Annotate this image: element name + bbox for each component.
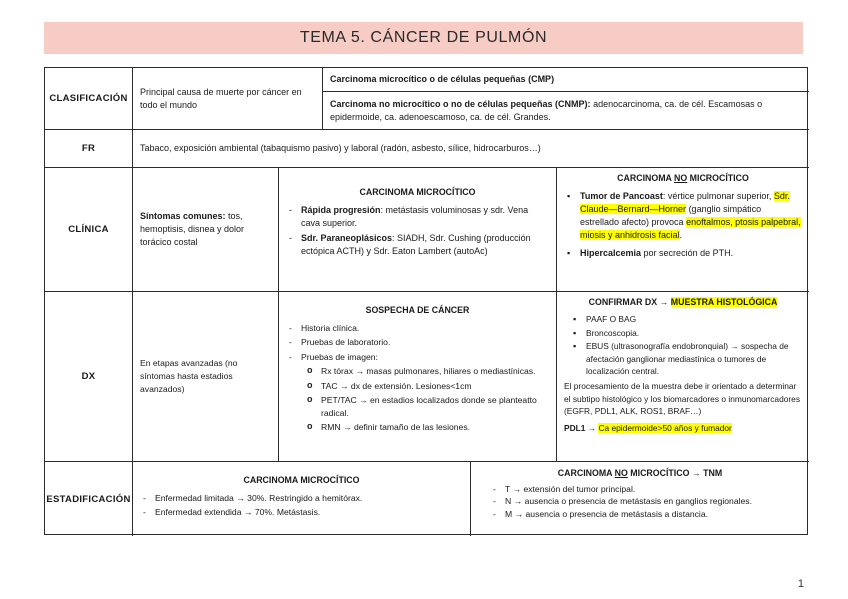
estad-micro-list bbox=[140, 492, 463, 519]
pruebas-imagen-label: Pruebas de imagen: bbox=[301, 351, 378, 362]
list-item: - M → ausencia o presencia de metástasis a distancia. bbox=[490, 508, 802, 521]
list-item: ▪ EBUS (ultrasonografía endobronquial) → sospecha de afectación ganglionar mediastínica o tumores de localización central. bbox=[570, 340, 802, 377]
clinica-nomicrocitico-cell bbox=[557, 168, 809, 292]
list-item: - Enfermedad extendida → 70%. Metástasis. bbox=[140, 506, 463, 519]
tnm-head-a: CARCINOMA bbox=[557, 468, 615, 478]
dx-desc-text: En etapas avanzadas (no síntomas hasta estadios avanzados) bbox=[140, 358, 238, 394]
pdl1-line bbox=[564, 422, 802, 434]
cnmp-detail: adenocarcinoma, ca. de cél. Escamosas o epidermoide, ca. adenoescamoso, ca. de cél. Grandes. bbox=[330, 98, 763, 122]
pancoast-highlight-1: Sdr. Claude—Bernard—Horner bbox=[580, 191, 790, 214]
pancoast-t1: : vértice pulmonar superior, bbox=[662, 191, 774, 201]
dx-confirmar-heading bbox=[564, 296, 802, 308]
nomicro-head-a: CARCINOMA bbox=[617, 173, 675, 183]
list-item bbox=[564, 190, 802, 242]
clinica-nomicro-heading bbox=[564, 172, 802, 185]
page-number: 1 bbox=[797, 578, 804, 590]
summary-table bbox=[44, 67, 808, 535]
pancoast-t2: (ganglio simpático estrellado afecto) provoca bbox=[580, 204, 762, 227]
dx-confirmar-list bbox=[570, 313, 802, 377]
tnm-head-b: MICROCÍTICO → TNM bbox=[627, 468, 723, 478]
dx-sospecha-cell bbox=[279, 292, 557, 462]
list-item bbox=[286, 351, 549, 434]
list-item: - Enfermedad limitada → 30%. Restringido a hemitórax. bbox=[140, 492, 463, 505]
list-item: - N → ausencia o presencia de metástasis en ganglios regionales. bbox=[490, 495, 802, 508]
clinica-comunes-cell bbox=[133, 168, 279, 292]
pdl1-highlight: Ca epidermoide>50 años y fumador bbox=[598, 422, 732, 433]
list-item: - T → extensión del tumor principal. bbox=[490, 483, 802, 496]
list-item: ▪ PAAF O BAG bbox=[570, 313, 802, 325]
list-item bbox=[286, 232, 549, 258]
fr-text: Tabaco, exposición ambiental (tabaquismo pasivo) y laboral (radón, asbesto, sílice, hidrocarburos…) bbox=[140, 143, 541, 153]
clinica-micro-list bbox=[286, 204, 549, 258]
row-label-estadificacion: ESTADIFICACIÓN bbox=[45, 462, 133, 536]
row-label-fr: FR bbox=[45, 130, 133, 168]
row-label-clasificacion: CLASIFICACIÓN bbox=[45, 68, 133, 130]
list-item: - Historia clínica. bbox=[286, 322, 549, 335]
cmp-text: Carcinoma microcítico o de células pequeñas (CMP) bbox=[330, 74, 555, 84]
estad-tnm-heading bbox=[478, 467, 802, 480]
pancoast-bold: Tumor de Pancoast bbox=[580, 191, 663, 201]
list-item: o PET/TAC → en estadios localizados donde se planteatto radical. bbox=[305, 394, 549, 419]
confirmar-highlight: MUESTRA HISTOLÓGICA bbox=[670, 297, 778, 307]
sintomas-comunes-bold: Síntomas comunes: bbox=[140, 211, 226, 221]
sintomas-comunes bbox=[140, 210, 271, 249]
dx-desc-cell bbox=[133, 292, 279, 462]
list-item bbox=[286, 204, 549, 230]
list-item: o Rx tórax → masas pulmonares, hiliares o mediastínicas. bbox=[305, 365, 549, 378]
clasificacion-desc-text: Principal causa de muerte por cáncer en todo el mundo bbox=[140, 86, 302, 110]
imagen-sublist bbox=[305, 365, 549, 434]
hiper-text: por secreción de PTH. bbox=[641, 248, 734, 258]
procesamiento-text: El procesamiento de la muestra debe ir orientado a determinar el subtipo histológico y los biomarcadores o inmunomarcadores (EGFR, PDL1, ALK, ROS1, BRAF…) bbox=[564, 381, 801, 417]
cnmp-bold: Carcinoma no microcítico o no de células pequeñas (CNMP): bbox=[330, 98, 591, 109]
list-item: - Pruebas de laboratorio. bbox=[286, 336, 549, 349]
pancoast-t3: . bbox=[679, 230, 683, 240]
micro-1-bold: Rápida progresión bbox=[301, 205, 381, 215]
nomicro-head-u: NO bbox=[674, 173, 688, 183]
list-item: o RMN → definir tamaño de las lesiones. bbox=[305, 421, 549, 434]
nomicro-head-b: MICROCÍTICO bbox=[687, 173, 749, 183]
tnm-head-u: NO bbox=[614, 468, 628, 478]
row-label-dx: DX bbox=[45, 292, 133, 462]
hiper-bold: Hipercalcemia bbox=[580, 248, 642, 258]
confirmar-head-text: CONFIRMAR DX → bbox=[588, 297, 671, 307]
clinica-micro-heading: CARCINOMA MICROCÍTICO bbox=[359, 187, 476, 197]
micro-2-bold: Sdr. Paraneoplásicos bbox=[301, 233, 393, 243]
micro-2-text: : SIADH, Sdr. Cushing (producción ectópica ACTH) y Sdr. Eaton Lambert (autoAc) bbox=[301, 233, 531, 256]
list-item: o TAC → dx de extensión. Lesiones<1cm bbox=[305, 380, 549, 393]
clasificacion-description bbox=[133, 68, 323, 130]
cnmp-cell bbox=[323, 92, 809, 130]
sintomas-comunes-text: tos, hemoptisis, disnea y dolor torácico costal bbox=[140, 211, 245, 247]
pancoast-highlight-2: enoftalmos, ptosis palpebral, miosis y anhidrosis facial bbox=[580, 217, 801, 240]
dx-confirmar-cell bbox=[557, 292, 809, 462]
estad-tnm-cell bbox=[471, 462, 809, 536]
dx-sospecha-heading: SOSPECHA DE CÁNCER bbox=[365, 305, 470, 315]
estad-tnm-list bbox=[490, 483, 802, 521]
list-item bbox=[564, 247, 802, 260]
list-item: ▪ Broncoscopia. bbox=[570, 327, 802, 339]
cmp-cell bbox=[323, 68, 809, 92]
page-title: TEMA 5. CÁNCER DE PULMÓN bbox=[44, 22, 803, 54]
clinica-microcitico-cell bbox=[279, 168, 557, 292]
micro-1-text: : metástasis voluminosas y sdr. Vena cava superior. bbox=[301, 205, 529, 228]
dx-sospecha-list bbox=[286, 322, 549, 434]
pdl1-arrow: → bbox=[585, 422, 599, 433]
fr-cell bbox=[133, 130, 809, 168]
pdl1-bold: PDL1 bbox=[564, 422, 586, 433]
estad-micro-heading: CARCINOMA MICROCÍTICO bbox=[243, 475, 360, 485]
cnmp-text bbox=[330, 98, 802, 124]
row-label-clinica: CLÍNICA bbox=[45, 168, 133, 292]
estad-micro-cell bbox=[133, 462, 471, 536]
clinica-nomicro-list bbox=[564, 190, 802, 260]
